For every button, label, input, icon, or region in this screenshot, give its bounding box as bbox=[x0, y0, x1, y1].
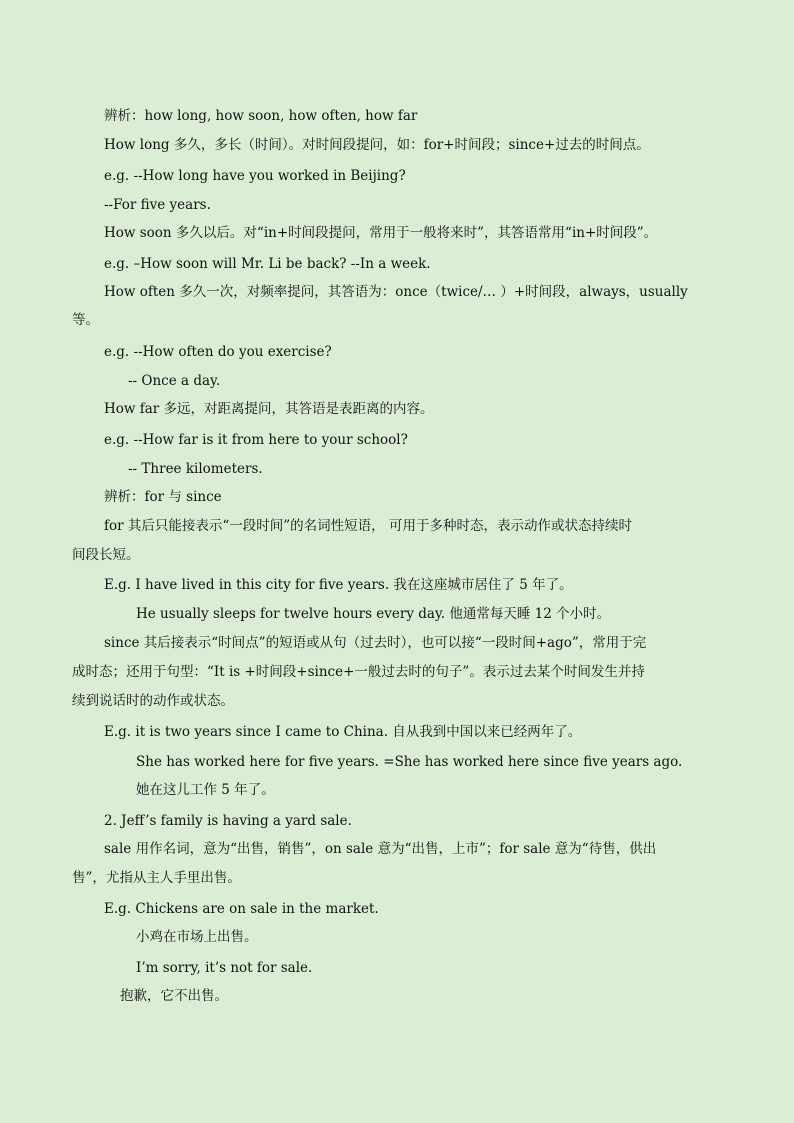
text-line: How long 多久，多长（时间）。对时间段提问，如：for+时间段；since+过去的时间点。 bbox=[104, 137, 650, 153]
text-line: She has worked here for five years. =She has worked here since five years ago. bbox=[136, 754, 683, 770]
text-line: -- Three kilometers. bbox=[128, 461, 263, 477]
text-line: e.g. –How soon will Mr. Li be back? --In a week. bbox=[104, 256, 431, 272]
text-line: 成时态；还用于句型：“It is +时间段+since+一般过去时的句子”。表示过去某个时间发生并持 bbox=[72, 664, 645, 680]
text-line: 辨析：for 与 since bbox=[104, 489, 222, 505]
text-line: E.g. I have lived in this city for five years. 我在这座城市居住了 5 年了。 bbox=[104, 577, 573, 593]
text-line: 等。 bbox=[72, 312, 99, 328]
text-line: He usually sleeps for twelve hours every day. 他通常每天睡 12 个小时。 bbox=[136, 606, 611, 622]
text-line: How often 多久一次，对频率提问，其答语为：once（twice/… ）+时间段，always，usually bbox=[104, 284, 688, 300]
text-line: -- Once a day. bbox=[128, 373, 221, 389]
text-line: 2. Jeff’s family is having a yard sale. bbox=[104, 813, 352, 829]
text-line: How soon 多久以后。对“in+时间段提问，常用于一般将来时”，其答语常用“in+时间段”。 bbox=[104, 225, 658, 241]
text-line: sale 用作名词，意为“出售，销售”，on sale 意为“出售，上市”；for sale 意为“待售，供出 bbox=[104, 841, 657, 857]
text-line: I’m sorry, it’s not for sale. bbox=[136, 960, 313, 976]
text-line: e.g. --How often do you exercise? bbox=[104, 344, 332, 360]
text-line: 售”，尤指从主人手里出售。 bbox=[72, 870, 241, 886]
text-line: 她在这儿工作 5 年了。 bbox=[136, 782, 275, 798]
text-line: E.g. it is two years since I came to China. 自从我到中国以来已经两年了。 bbox=[104, 724, 582, 740]
text-line: 间段长短。 bbox=[72, 547, 140, 563]
text-line: for 其后只能接表示“一段时间”的名词性短语， 可用于多种时态，表示动作或状态持续时 bbox=[104, 518, 632, 534]
text-line: --For five years. bbox=[104, 197, 211, 213]
text-line: 小鸡在市场上出售。 bbox=[136, 929, 258, 945]
text-line: since 其后接表示“时间点”的短语或从句（过去时），也可以接“一段时间+ago”，常用于完 bbox=[104, 635, 647, 651]
text-line: How far 多远，对距离提问，其答语是表距离的内容。 bbox=[104, 401, 434, 417]
text-line: e.g. --How far is it from here to your school? bbox=[104, 432, 408, 448]
text-line: 抱歉，它不出售。 bbox=[120, 988, 228, 1004]
text-line: 辨析：how long, how soon, how often, how far bbox=[104, 108, 418, 124]
text-line: e.g. --How long have you worked in Beijing? bbox=[104, 168, 406, 184]
text-line: E.g. Chickens are on sale in the market. bbox=[104, 901, 379, 917]
text-line: 续到说话时的动作或状态。 bbox=[72, 693, 234, 709]
